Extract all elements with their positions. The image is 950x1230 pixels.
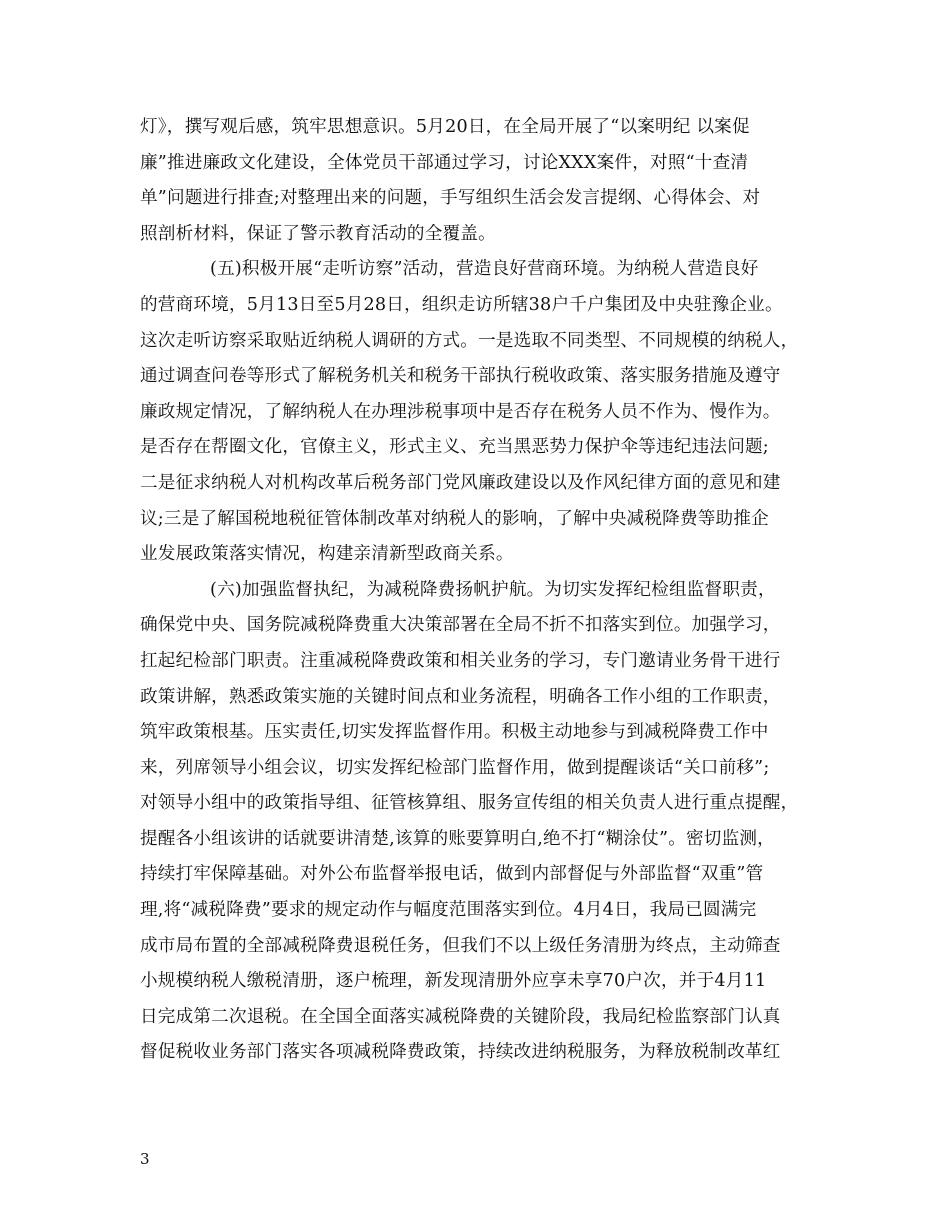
text-line: 二是征求纳税人对机构改革后税务部门党风廉政建设以及作风纪律方面的意见和建 xyxy=(140,472,781,493)
text-line: 持续打牢保障基础。对外公布监督举报电话，做到内部督促与外部监督“双重”管 xyxy=(140,864,764,885)
text-line: 廉”推进廉政文化建设，全体党员干部通过学习，讨论XXX案件，对照“十查清 xyxy=(140,152,749,173)
text-line: 来，列席领导小组会议，切实发挥纪检部门监督作用，做到提醒谈话“关口前移”; xyxy=(140,757,770,778)
paragraph-heading-six: (六)加强监督执纪，为减税降费扬帆护航。为切实发挥纪检组监督职责， xyxy=(210,579,776,600)
text-line: 筑牢政策根基。压实责任,切实发挥监督作用。积极主动地参与到减税降费工作中 xyxy=(140,722,769,743)
text-line: 单”问题进行排查;对整理出来的问题，手写组织生活会发言提纲、心得体会、对 xyxy=(140,188,761,209)
text-line: 业发展政策落实情况，构建亲清新型政商关系。 xyxy=(140,544,514,565)
text-line: 照剖析材料，保证了警示教育活动的全覆盖。 xyxy=(140,223,496,244)
document-body xyxy=(140,110,820,1071)
text-line: 是否存在帮圈文化，官僚主义，形式主义、充当黑恶势力保护伞等违纪违法问题; xyxy=(140,437,769,458)
text-line: 灯》，撰写观后感，筑牢思想意识。5月20日，在全局开展了“以案明纪 以案促 xyxy=(140,117,750,137)
text-line: 政策讲解，熟悉政策实施的关键时间点和业务流程，明确各工作小组的工作职责， xyxy=(140,686,781,707)
text-line: 的营商环境，5月13日至5月28日，组织走访所辖38户千户集团及中央驻豫企业。 xyxy=(140,294,783,315)
text-line: 成市局布置的全部减税降费退税任务，但我们不以上级任务清册为终点，主动筛查 xyxy=(140,935,781,956)
paragraph-heading-five: (五)积极开展“走听访察”活动，营造良好营商环境。为纳税人营造良好 xyxy=(210,259,759,280)
text-line: 通过调查问卷等形式了解税务机关和税务干部执行税收政策、落实服务措施及遵守 xyxy=(140,366,781,387)
text-line: 确保党中央、国务院减税降费重大决策部署在全局不折不扣落实到位。加强学习， xyxy=(140,615,781,636)
text-line: 小规模纳税人缴税清册，逐户梳理，新发现清册外应享未享70户次，并于4月11 xyxy=(140,971,767,992)
text-line: 议;三是了解国税地税征管体制改革对纳税人的影响，了解中央减税降费等助推企 xyxy=(140,508,769,529)
page-number: 3 xyxy=(140,1150,150,1168)
text-line: 这次走听访察采取贴近纳税人调研的方式。一是选取不同类型、不同规模的纳税人， xyxy=(140,330,799,351)
text-line: 理,将“减税降费”要求的规定动作与幅度范围落实到位。4月4日，我局已圆满完 xyxy=(140,900,757,921)
text-line: 日完成第二次退税。在全国全面落实减税降费的关键阶段，我局纪检监察部门认真 xyxy=(140,1006,781,1027)
text-line: 扛起纪检部门职责。注重减税降费政策和相关业务的学习，专门邀请业务骨干进行 xyxy=(140,650,781,671)
text-line: 提醒各小组该讲的话就要讲清楚,该算的账要算明白,绝不打“糊涂仗”。密切监测， xyxy=(140,828,775,849)
text-line: 对领导小组中的政策指导组、征管核算组、服务宣传组的相关负责人进行重点提醒， xyxy=(140,793,799,814)
text-line: 督促税收业务部门落实各项减税降费政策，持续改进纳税服务，为释放税制改革红 xyxy=(140,1042,781,1063)
text-line: 廉政规定情况，了解纳税人在办理涉税事项中是否存在税务人员不作为、慢作为。 xyxy=(140,401,781,422)
